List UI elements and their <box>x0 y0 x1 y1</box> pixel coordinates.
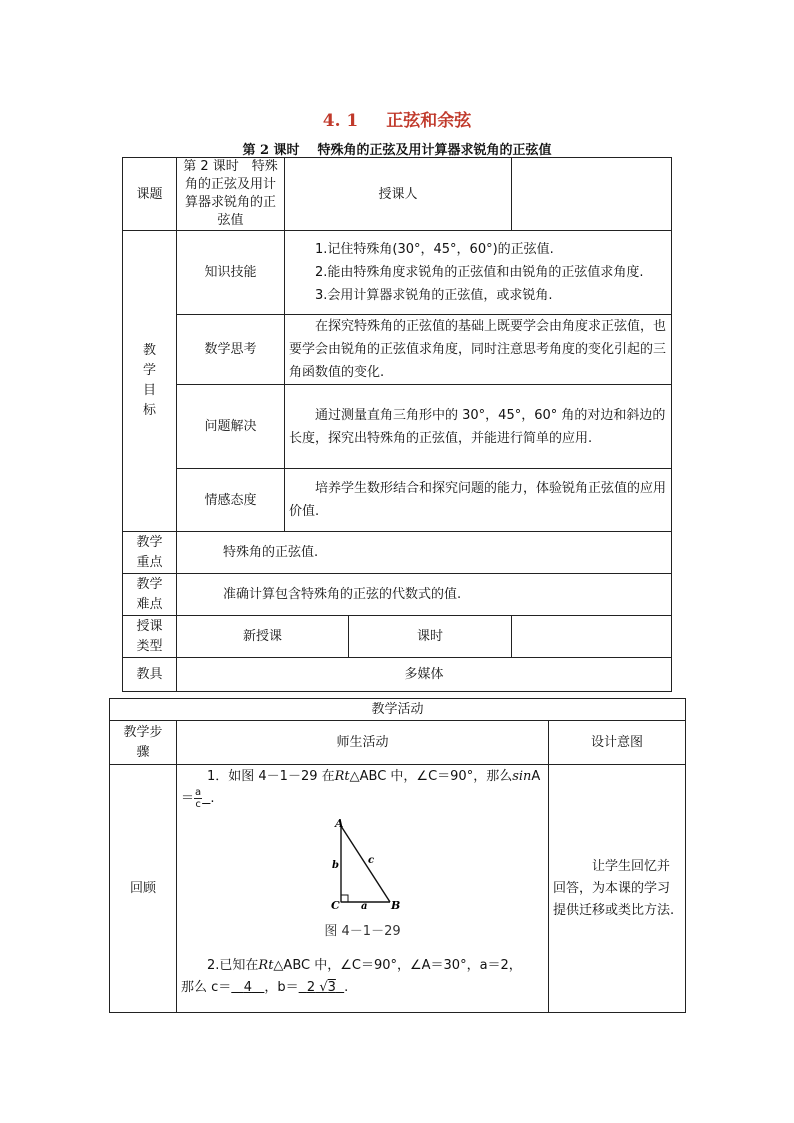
review-activity <box>177 765 549 1013</box>
q2-c-answer: 4 <box>243 980 252 995</box>
key-label-text: 教学重点 <box>136 534 163 570</box>
q1-numerator: a <box>195 787 202 798</box>
goal-row-knowledge <box>123 231 672 315</box>
goal-line: 3.会用计算器求锐角的正弦值，或求锐角. <box>315 288 553 303</box>
goal-text-thinking <box>285 315 672 385</box>
right-angle-mark <box>341 895 348 902</box>
goal-label-thinking: 数学思考 <box>177 315 285 385</box>
type-label-text: 授课类型 <box>136 618 163 654</box>
q2-text: 2.已知在 <box>207 958 259 973</box>
type-row <box>123 616 672 658</box>
q1-text: 1．如图 4－1－29 在 <box>207 769 335 784</box>
topic-label: 课题 <box>123 158 177 231</box>
q2-c-prefix: 那么 c＝ <box>181 980 232 995</box>
goal-line: 1.记住特殊角(30°，45°，60°)的正弦值. <box>315 242 554 257</box>
goals-label-text: 教学目标 <box>142 343 156 418</box>
key-value: 特殊角的正弦值. <box>177 532 672 574</box>
right-triangle-diagram <box>313 818 413 914</box>
goal-line: 2.能由特殊角度求锐角的正弦值和由锐角的正弦值求角度. <box>315 265 644 280</box>
lesson-number: 第 2 课时 <box>242 143 300 158</box>
question-1-answer <box>181 787 544 810</box>
difficulty-value: 准确计算包含特殊角的正弦的代数式的值. <box>177 574 672 616</box>
vertex-b-label: B <box>390 899 400 912</box>
q1-denominator: c <box>195 799 201 810</box>
q1-end: . <box>210 791 215 806</box>
q1-fraction <box>194 787 202 810</box>
col-step-text: 教学步骤 <box>123 724 163 760</box>
difficulty-label-text: 教学难点 <box>136 576 163 612</box>
goal-label-knowledge: 知识技能 <box>177 231 285 315</box>
q2-rt: Rt <box>258 958 274 973</box>
goal-text-problem <box>285 385 672 469</box>
tools-value: 多媒体 <box>177 658 672 692</box>
lesson-title: 特殊角的正弦及用计算器求锐角的正弦值 <box>317 143 552 158</box>
q2-end: . <box>344 980 349 995</box>
hours-value <box>512 616 672 658</box>
page-title <box>0 106 794 131</box>
side-c-line <box>341 826 390 902</box>
goal-line: 在探究特殊角的正弦值的基础上既要学会由角度求正弦值，也要学会由锐角的正弦值求角度，同时注意思考角度的变化引起的三角函数值的变化. <box>289 319 667 380</box>
page-subtitle <box>0 139 794 158</box>
q1-rt: Rt <box>334 769 350 784</box>
q1-angle: A <box>531 769 541 784</box>
activity-header-row <box>110 699 686 721</box>
vertex-a-label: A <box>334 818 344 830</box>
activity-columns-row <box>110 721 686 765</box>
section-title: 正弦和余弦 <box>386 111 472 131</box>
q1-sin: sin <box>512 769 532 784</box>
q2-mid: △ABC 中，∠C＝90°，∠A＝30°，a＝2， <box>273 958 522 973</box>
section-number: 4. 1 <box>322 111 359 131</box>
tools-label: 教具 <box>123 658 177 692</box>
hours-label: 课时 <box>349 616 512 658</box>
step-review: 回顾 <box>110 765 177 1013</box>
review-row <box>110 765 686 1013</box>
side-a-label: a <box>360 901 367 912</box>
goal-row-problem <box>123 385 672 469</box>
lesson-info-table <box>122 157 672 692</box>
goal-row-thinking <box>123 315 672 385</box>
goal-text-attitude <box>285 469 672 532</box>
question-2 <box>181 955 544 977</box>
activity-table <box>109 698 686 1013</box>
side-c-label: c <box>367 855 374 866</box>
col-step-label <box>110 721 177 765</box>
q1-mid: △ABC 中，∠C＝90°，那么 <box>349 769 513 784</box>
col-intent-label: 设计意图 <box>549 721 686 765</box>
side-b-label: b <box>331 860 339 871</box>
type-value: 新授课 <box>177 616 349 658</box>
topic-row <box>123 158 672 231</box>
goal-label-problem: 问题解决 <box>177 385 285 469</box>
key-row <box>123 532 672 574</box>
question-2-answer: 那么 c＝ 4 ，b＝ 2 √3 . <box>181 980 349 995</box>
review-intent-text: 让学生回忆并回答，为本课的学习提供迁移或类比方法. <box>553 858 675 918</box>
goal-label-attitude: 情感态度 <box>177 469 285 532</box>
goal-row-attitude <box>123 469 672 532</box>
topic-value: 第 2 课时 特殊角的正弦及用计算器求锐角的正弦值 <box>177 158 285 231</box>
goals-label <box>123 231 177 532</box>
q2-b-prefix: ，b＝ <box>264 980 299 995</box>
difficulty-row <box>123 574 672 616</box>
teacher-value <box>512 158 672 231</box>
q1-equals: ＝ <box>181 791 195 806</box>
goal-text-knowledge <box>285 231 672 315</box>
review-intent <box>549 765 686 1013</box>
teacher-label: 授课人 <box>285 158 512 231</box>
question-1 <box>181 767 544 787</box>
key-label <box>123 532 177 574</box>
figure-caption: 图 4－1－29 <box>324 924 401 939</box>
goal-line: 通过测量直角三角形中的 30°，45°，60° 角的对边和斜边的长度，探究出特殊角的正弦值，并能进行简单的应用. <box>289 407 666 446</box>
tools-row <box>123 658 672 692</box>
vertex-c-label: C <box>330 899 340 912</box>
q2-b-radicand: 3 <box>327 980 336 995</box>
goal-line: 培养学生数形结合和探究问题的能力，体验锐角正弦值的应用价值. <box>289 481 667 519</box>
activity-header: 教学活动 <box>110 699 686 721</box>
q2-b-coefficient: 2 <box>306 980 316 995</box>
col-activity-label: 师生活动 <box>177 721 549 765</box>
triangle-figure <box>181 818 544 921</box>
type-label <box>123 616 177 658</box>
difficulty-label <box>123 574 177 616</box>
